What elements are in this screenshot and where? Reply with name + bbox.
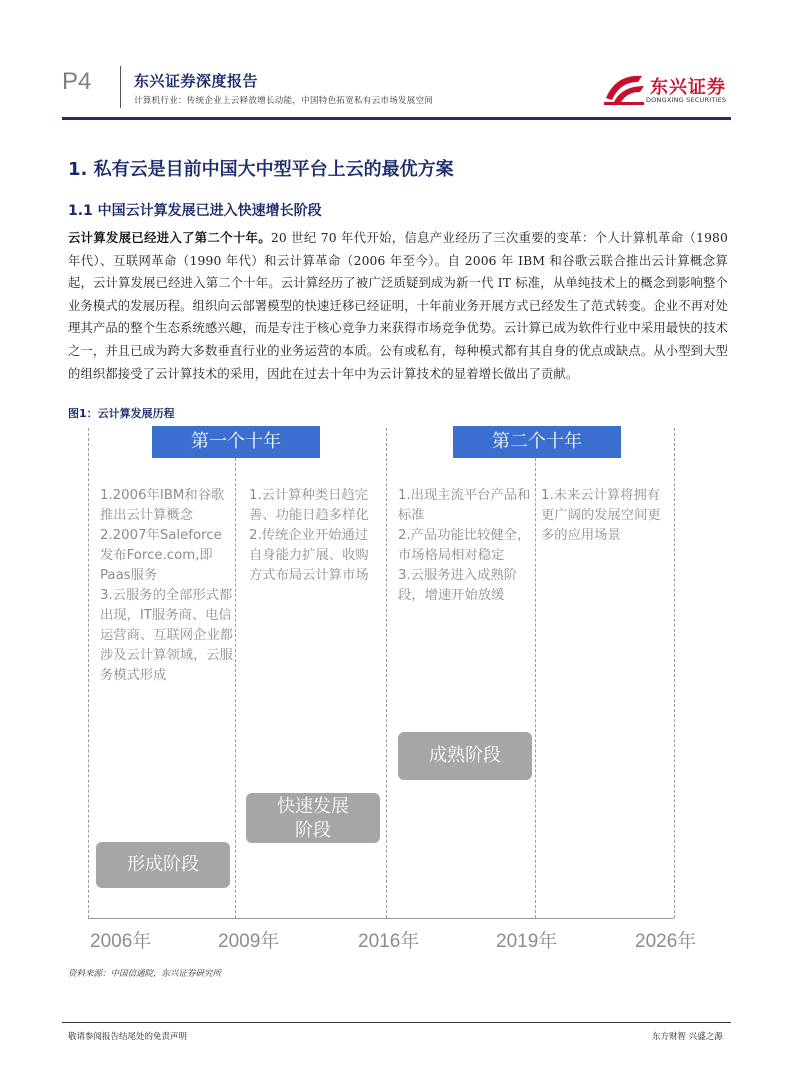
timeline-column-text: 1.2006年IBM和谷歌推出云计算概念 2.2007年Saleforce发布Force.com,即Paas服务 3.云服务的全部形式都出现，IT服务商、电信运营商、互联网企业都涉及云计算领域，云服务模式形成	[100, 488, 233, 683]
figure-source: 资料来源：中国信通院，东兴证券研究所	[68, 969, 222, 979]
stage-mature: 成熟阶段	[398, 732, 532, 780]
timeline-column-text: 1.云计算种类日趋完善、功能日趋多样化 2.传统企业开始通过自身能力扩展、收购方式布局云计算市场	[249, 488, 369, 583]
section-subheading: 1.1 中国云计算发展已进入快速增长阶段	[68, 203, 322, 219]
lead-sentence: 云计算发展已经进入了第二个十年。	[68, 230, 271, 245]
timeline-divider	[235, 428, 236, 918]
report-subtitle: 计算机行业：传统企业上云释放增长动能，中国特色拓宽私有云市场发展空间	[134, 96, 434, 106]
company-logo-sub: DONGXING SECURITIES	[646, 96, 727, 104]
header-divider	[120, 66, 121, 108]
stage-formation: 形成阶段	[96, 842, 230, 888]
footer-rule	[62, 1022, 731, 1023]
year-label: 2009年	[218, 931, 280, 952]
banner-second-decade: 第二个十年	[453, 426, 621, 458]
body-paragraph	[68, 227, 728, 385]
company-logo-name: 东兴证券	[650, 77, 726, 98]
section-heading: 1. 私有云是目前中国大中型平台上云的最优方案	[68, 159, 454, 180]
header-rule	[62, 117, 731, 120]
page-number: P4	[62, 68, 92, 95]
timeline-divider	[535, 428, 536, 918]
year-label: 2019年	[496, 931, 558, 952]
timeline-column-text: 1.未来云计算将拥有更广阔的发展空间更多的应用场景	[541, 488, 661, 543]
timeline-column-text: 1.出现主流平台产品和标准 2.产品功能比较健全，市场格局相对稳定 3.云服务进入成熟阶段，增速开始放缓	[398, 488, 531, 603]
paragraph-text: 20 世纪 70 年代开始，信息产业经历了三次重要的变革：个人计算机革命（1980 年代）、互联网革命（1990 年代）和云计算革命（2006 年至今）。自 2006 年 IBM 和谷歌云联合推出云计算概念算起，云计算发展已经进入第二个十年。云计算经历了被广泛质疑到成为新一代 IT 标准，从单纯技术上的概念到影响整个业务模式的发展历程。组织向云部署模型的快速迁移已经证明，十年前业务开展方式已经发生了范式转变。企业不再对处理其产品的整个生态系统感兴趣，而是专注于核心竞争力来获得市场竞争优势。云计算已成为软件行业中采用最快的技术之一，并且已成为跨大多数垂直行业的业务运营的本质。公有或私有，每种模式都有其自身的优点或缺点。从小型到大型的组织都接受了云计算技术的采用，因此在过去十年中为云计算技术的显着增长做出了贡献。	[68, 231, 729, 381]
year-label: 2016年	[358, 931, 420, 952]
company-logo-icon	[602, 68, 648, 108]
banner-first-decade: 第一个十年	[152, 426, 320, 458]
year-label: 2026年	[635, 931, 697, 952]
figure-title: 图1：云计算发展历程	[68, 407, 175, 420]
timeline-divider	[674, 428, 675, 918]
timeline-divider	[386, 428, 387, 918]
timeline-axis	[88, 918, 674, 919]
footer-disclaimer: 敬请参阅报告结尾处的免责声明	[68, 1032, 188, 1042]
stage-rapid-growth: 快速发展 阶段	[246, 793, 380, 843]
footer-slogan: 东方财智 兴盛之源	[652, 1032, 723, 1042]
timeline-divider	[88, 428, 89, 918]
year-label: 2006年	[90, 931, 152, 952]
report-title: 东兴证券深度报告	[134, 72, 259, 90]
